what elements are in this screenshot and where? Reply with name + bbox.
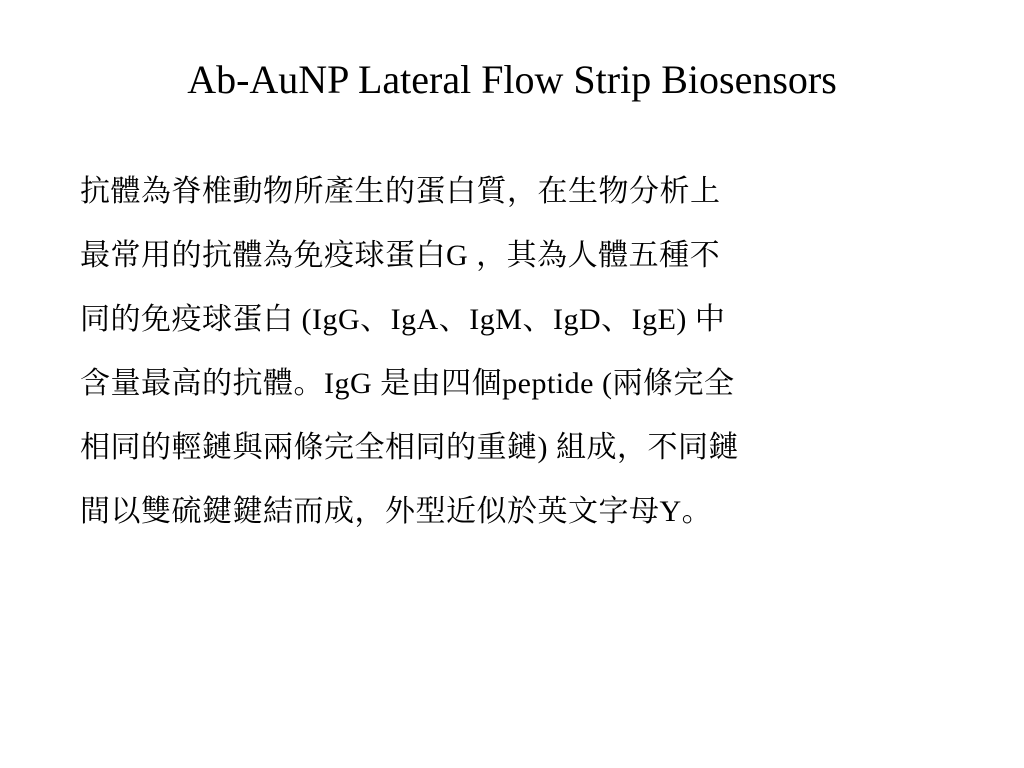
body-line-1: 抗體為脊椎動物所產生的蛋白質，在生物分析上: [80, 175, 721, 208]
body-paragraph: [80, 160, 950, 544]
body-line-6: 間以雙硫鍵鍵結而成，外型近似於英文字母Y。: [80, 495, 713, 528]
body-line-4: 含量最高的抗體。IgG 是由四個peptide (兩條完全: [80, 367, 735, 400]
body-line-2: 最常用的抗體為免疫球蛋白G ，其為人體五種不: [80, 239, 721, 272]
slide-title: Ab-AuNP Lateral Flow Strip Biosensors: [187, 57, 837, 102]
body-line-3: 同的免疫球蛋白 (IgG、IgA、IgM、IgD、IgE) 中: [80, 303, 726, 336]
body-line-5: 相同的輕鏈與兩條完全相同的重鏈) 組成，不同鏈: [80, 431, 739, 464]
